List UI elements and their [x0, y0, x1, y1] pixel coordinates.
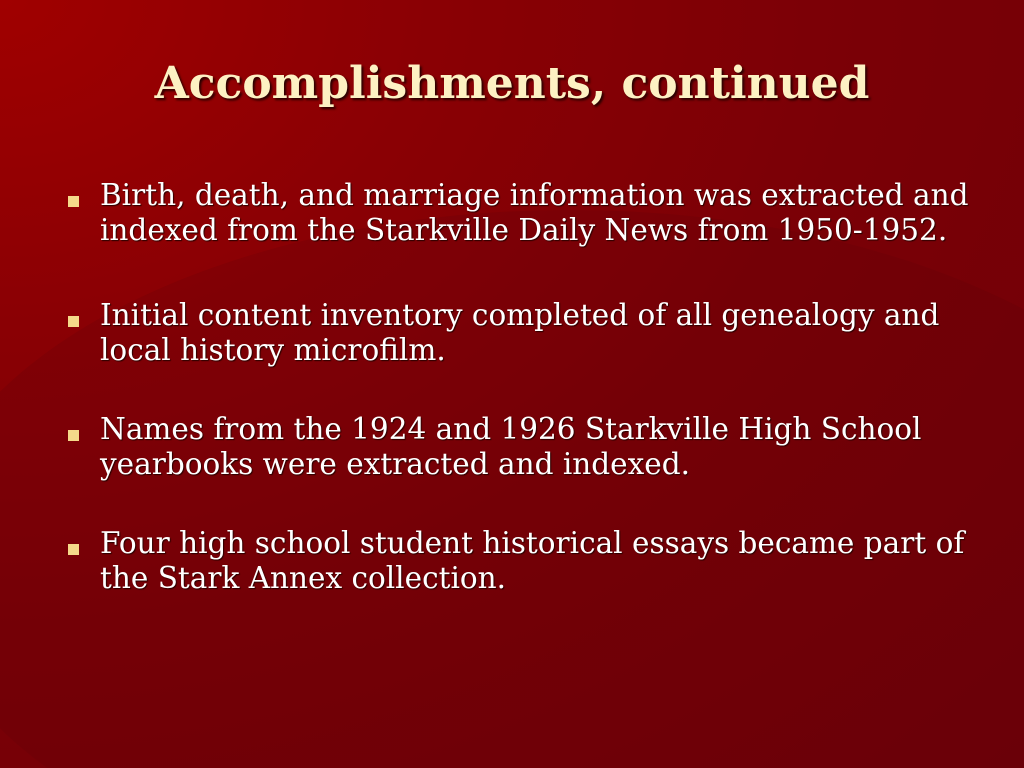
list-item — [60, 298, 970, 368]
list-item — [60, 178, 970, 248]
list-item — [60, 412, 970, 482]
square-bullet-icon — [68, 316, 79, 327]
square-bullet-icon — [68, 544, 79, 555]
square-bullet-icon — [68, 196, 79, 207]
square-bullet-icon — [68, 430, 79, 441]
bullet-text: Birth, death, and marriage information was extracted and indexed from the Starkville Daily News from 1950-1952. — [100, 178, 969, 247]
bullet-text: Initial content inventory completed of all genealogy and local history microfilm. — [100, 298, 940, 367]
bullet-text: Names from the 1924 and 1926 Starkville High School yearbooks were extracted and indexed. — [100, 412, 922, 481]
bullet-list — [60, 178, 970, 640]
list-item — [60, 526, 970, 596]
bullet-text: Four high school student historical essays became part of the Stark Annex collection. — [100, 526, 965, 595]
slide-title: Accomplishments, continued — [154, 58, 870, 109]
